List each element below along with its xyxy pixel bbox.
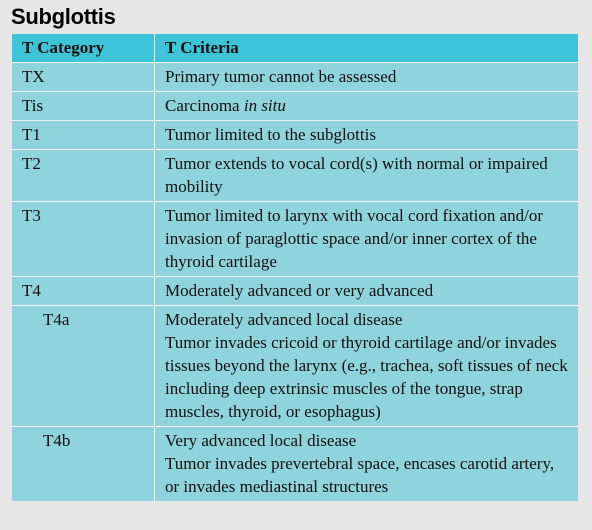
table-row xyxy=(12,121,578,150)
category-cell: TX xyxy=(12,63,155,91)
criteria-cell xyxy=(155,92,578,120)
column-header-criteria: T Criteria xyxy=(165,38,239,57)
criteria-line: Moderately advanced local disease xyxy=(165,310,403,329)
criteria-line: Tumor invades prevertebral space, encases carotid artery, or invades mediastinal structures xyxy=(165,454,555,496)
category-cell: Tis xyxy=(12,92,155,120)
category-cell: T3 xyxy=(12,202,155,276)
page-title: Subglottis xyxy=(11,4,116,29)
staging-table xyxy=(12,34,578,501)
criteria-cell: Tumor limited to the subglottis xyxy=(165,125,376,144)
table-header-row xyxy=(12,34,578,63)
criteria-cell: Primary tumor cannot be assessed xyxy=(165,67,397,86)
criteria-italic-text: in situ xyxy=(243,96,286,115)
criteria-cell xyxy=(155,306,578,426)
criteria-line: Tumor invades cricoid or thyroid cartilage and/or invades tissues beyond the larynx (e.g., trachea, soft tissues of neck including deep extrinsic muscles of the tongue, strap muscles, thyroid, or esophagus) xyxy=(165,333,568,421)
table-row xyxy=(12,427,578,501)
table-row xyxy=(12,306,578,427)
category-cell: T4b xyxy=(12,427,155,501)
criteria-cell: Tumor extends to vocal cord(s) with normal or impaired mobility xyxy=(165,154,548,196)
criteria-text: Carcinoma xyxy=(165,96,244,115)
table-row xyxy=(12,202,578,277)
category-cell: T2 xyxy=(12,150,155,201)
criteria-cell xyxy=(155,427,578,501)
category-cell: T4a xyxy=(12,306,155,426)
table-row xyxy=(12,92,578,121)
category-cell: T4 xyxy=(12,277,155,305)
criteria-cell: Moderately advanced or very advanced xyxy=(165,281,434,300)
table-row xyxy=(12,150,578,202)
criteria-line: Very advanced local disease xyxy=(165,431,357,450)
criteria-cell: Tumor limited to larynx with vocal cord fixation and/or invasion of paraglottic space and/or inner cortex of the thyroid cartilage xyxy=(165,206,544,271)
column-header-category: T Category xyxy=(12,34,155,62)
table-row xyxy=(12,277,578,306)
table-row xyxy=(12,63,578,92)
category-cell: T1 xyxy=(12,121,155,149)
